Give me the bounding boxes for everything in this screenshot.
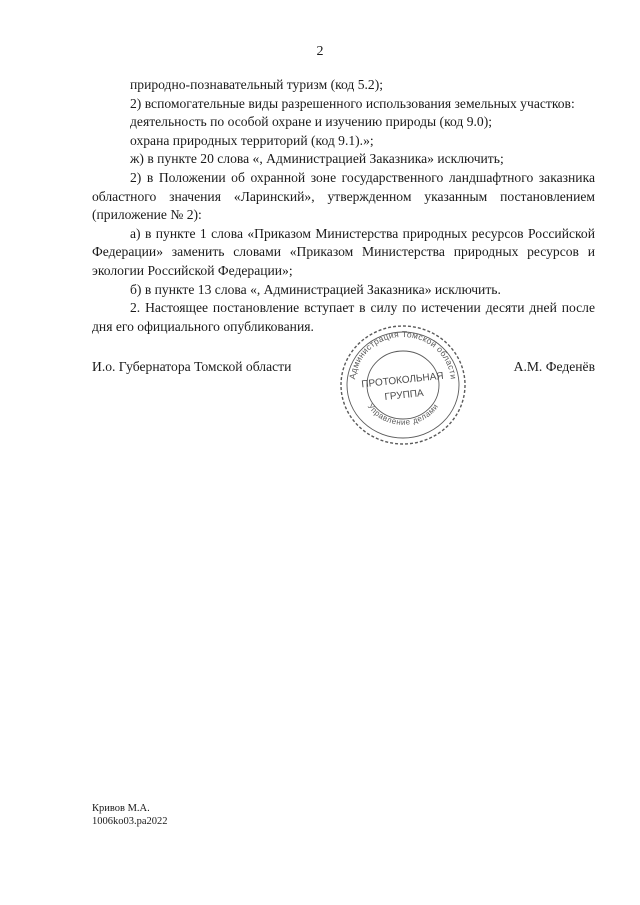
paragraph: б) в пункте 13 слова «, Администрацией Заказника» исключить.	[130, 281, 501, 297]
stamp-outer-text: Администрация Томской области	[347, 328, 459, 380]
footer-doc-code: 1006ko03.pa2022	[92, 816, 168, 827]
paragraph: а) в пункте 1 слова «Приказом Министерства природных ресурсов Российской Федерации» заменить словами «Приказом Министерства природных ресурсов и экологии Российской Федерации»;	[92, 225, 595, 278]
page-number: 2	[316, 44, 324, 59]
signer-name: А.М. Феденёв	[513, 359, 595, 374]
stamp-center-line1: ПРОТОКОЛЬНАЯ	[360, 370, 445, 391]
stamp-center-line2: ГРУППА	[383, 387, 425, 403]
stamp-seal-icon	[338, 323, 468, 447]
paragraph: 2) в Положении об охранной зоне государственного ландшафтного заказника областного значения «Ларинский», утвержденном указанным постановлением (приложение № 2):	[92, 169, 595, 223]
footer	[92, 802, 168, 828]
paragraph: охрана природных территорий (код 9.1).»;	[130, 132, 374, 148]
paragraph: деятельность по особой охране и изучению природы (код 9.0);	[130, 114, 493, 130]
svg-text:Управление делами	[366, 402, 440, 427]
footer-author: Кривов М.А.	[92, 803, 150, 814]
document-body	[92, 76, 595, 336]
signer-title: И.о. Губернатора Томской области	[92, 359, 292, 374]
paragraph: 2) вспомогательные виды разрешенного использования земельных участков:	[130, 95, 575, 111]
paragraph: природно-познавательный туризм (код 5.2);	[130, 77, 384, 92]
paragraph: 2. Настоящее постановление вступает в силу по истечении десяти дней после дня его официального опубликования.	[92, 300, 595, 334]
official-stamp	[338, 323, 468, 447]
paragraph: ж) в пункте 20 слова «, Администрацией Заказника» исключить;	[130, 151, 504, 167]
stamp-bottom-text: Управление делами	[365, 401, 441, 427]
